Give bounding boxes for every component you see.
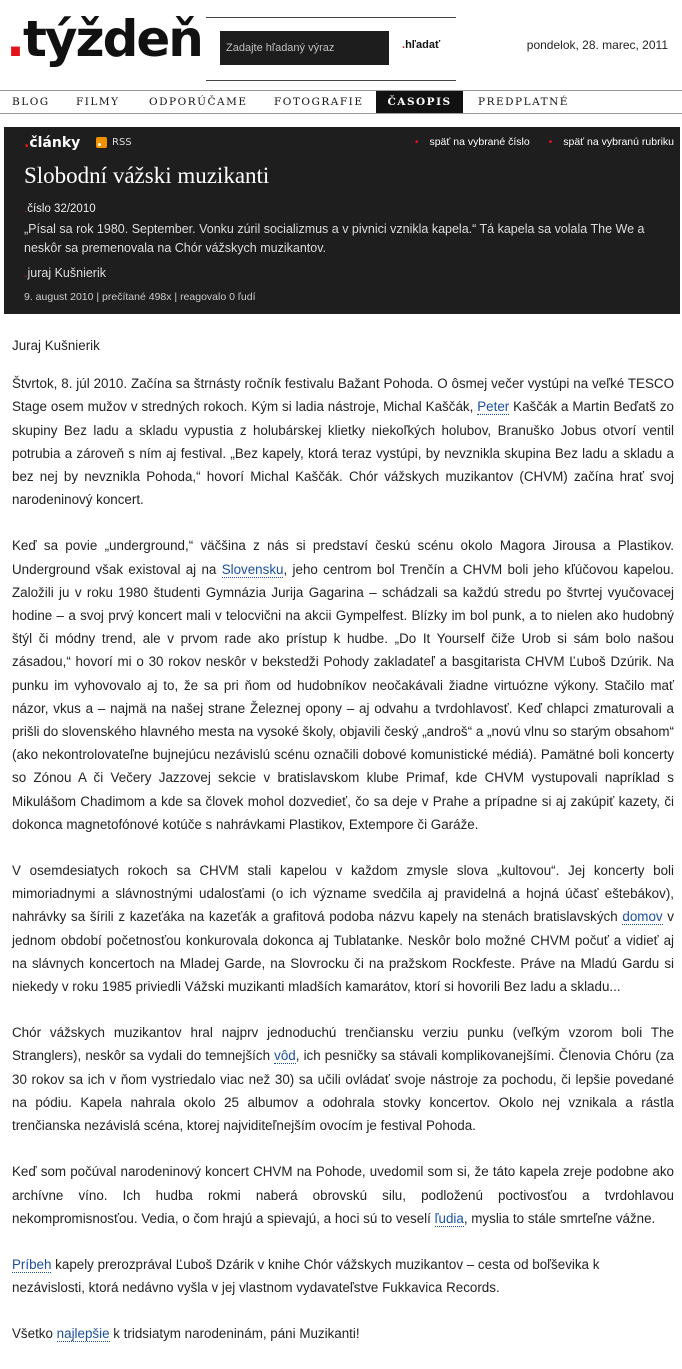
back-to-issue-link[interactable] bbox=[407, 136, 530, 148]
rss-label: RSS bbox=[112, 137, 132, 148]
paragraph-text: Štvrtok, 8. júl 2010. Začína sa štrnásty ročník festivalu Bažant Pohoda. O ôsmej večer vystúpi na veľké TESCO Stage osem mužov v stredných rokoch. Kým si ladia nástroje, Michal Kaščák, bbox=[12, 376, 674, 415]
article-title: Slobodní vážski muzikanti bbox=[24, 163, 270, 188]
paragraph bbox=[12, 372, 674, 511]
paragraph-text: , jeho centrom bol Trenčín a CHVM boli jeho kľúčovou kapelou. Založili ju v roku 1980 študenti Gymnázia Jurija Gagarina – schádzali sa každú stredu po štvrtej vyučovacej hodine – a svoj prvý koncert mali v telocvični na akcii Gympelfest. Blízky im bol punk, a to nielen ako hudobný štýl či módny trend, ale v prvom rade ako prístup k hudbe. „Do It Yourself čiže Urob si sám bolo našou zásadou,“ hovorí mi o 30 rokov neskôr v bekstedži Pohody zakladateľ a basgitarista CHVM Ľuboš Dzúrik. Na punku im vyhovovalo aj to, že sa pri ňom od hudobníkov neočakávali žiadne virtuózne výkony. Stačilo mať názor, vkus a – najmä na našej strane Železnej opony – aj odvahu a tvrdohlavosť. Keď chlapci zmaturovali a prišli do slovenského hlavného mesta na vysoké školy, objavili český „androš“ a „novú vlnu so starým obsahom“ (ako nekontrolovateľne bujnejúcu nezávislú scénu označili dobové komunistické médiá). Pamätné boli koncerty so Zónou A či Večery Jazzovej sekcie v bratislavskom klube Primaf, kde CHVM vystupovali napríklad s Mikulášom Chadimom a kde sa človek mohol dozvedieť, čo sa deje v Prahe a prípadne si aj zakúpiť kazety, či dokonca magnetofónové kotúče s nahrávkami Plastikov, Extempore či Garáže. bbox=[12, 561, 674, 832]
site-header bbox=[0, 0, 682, 90]
main-nav bbox=[0, 90, 682, 114]
article-meta: 9. august 2010 | prečítané 498x | reagovalo 0 ľudí bbox=[24, 291, 256, 303]
author-dot: . bbox=[24, 266, 28, 280]
current-date: pondelok, 28. marec, 2011 bbox=[526, 38, 668, 52]
search-button-dot: . bbox=[402, 39, 406, 51]
paragraph bbox=[12, 859, 674, 998]
paragraph-text: kapely prerozprával Ľuboš Dzárik v knihe Chór vážskych muzikantov – cesta od boľševika k nezávislosti, ktorá nedávno vyšla v jej vlastnom vydavateľstve Fukkavica Records. bbox=[12, 1256, 600, 1296]
inline-link[interactable]: domov bbox=[622, 909, 663, 925]
paragraph bbox=[12, 1253, 674, 1299]
inline-link[interactable]: najlepšie bbox=[56, 1326, 110, 1342]
section-name: články bbox=[29, 135, 81, 151]
rss-link[interactable] bbox=[96, 137, 132, 148]
issue-label: číslo 32/2010 bbox=[27, 203, 96, 215]
bullet-icon: • bbox=[548, 136, 553, 148]
issue-link[interactable] bbox=[24, 203, 96, 215]
body-byline: Juraj Kušnierik bbox=[12, 338, 100, 353]
logo-text: týždeň bbox=[23, 10, 202, 68]
article-body bbox=[12, 334, 674, 1369]
back-to-rubric-label: späť na vybranú rubriku bbox=[563, 136, 674, 148]
inline-link[interactable]: Príbeh bbox=[12, 1256, 52, 1272]
nav-item-blog[interactable]: BLOG bbox=[12, 96, 50, 108]
rss-icon bbox=[96, 137, 107, 148]
paragraph bbox=[12, 1021, 674, 1137]
inline-link[interactable]: ľudia bbox=[434, 1210, 464, 1226]
paragraph bbox=[12, 1160, 674, 1230]
article-perex: „Písal sa rok 1980. September. Vonku zúril socializmus a v pivnici vznikla kapela.“ Tá kapela sa volala The We a neskôr sa premenovala na Chór vážskych muzikantov. bbox=[24, 222, 645, 255]
nav-item-odporucame[interactable]: ODPORÚČAME bbox=[149, 96, 248, 108]
paragraph-text: Všetko bbox=[12, 1326, 57, 1342]
section-dot: . bbox=[24, 135, 30, 151]
inline-link[interactable]: Peter bbox=[477, 399, 510, 415]
search-button-label: hľadať bbox=[405, 39, 441, 51]
inline-link[interactable]: Slovensku bbox=[221, 561, 284, 577]
paragraph-text: Keď sa povie „underground,“ väčšina z nás si predstaví českú scénu okolo Magora Jirousa a Plastikov. Underground však existoval aj na bbox=[12, 538, 674, 577]
section-label[interactable] bbox=[24, 135, 80, 151]
paragraph-text: k tridsiatym narodeninám, páni Muzikanti! bbox=[109, 1326, 360, 1342]
search-button[interactable] bbox=[402, 39, 440, 51]
inline-link[interactable]: vôd bbox=[274, 1048, 296, 1064]
site-logo[interactable] bbox=[6, 10, 202, 68]
paragraph-text: V osemdesiatych rokoch sa CHVM stali kapelou v každom zmysle slova „kultovou“. Jej koncerty boli mimoriadnymi a slávnostnými udalosťami (o ich význame svedčila aj pravidelná a hojná účasť eštebákov), nahrávky sa šírili z kazeťáka na kazeťák a grafitová podoba názvu kapely na stenách bratislavských bbox=[12, 863, 674, 925]
paragraph bbox=[12, 1322, 674, 1345]
paragraph-text: Keď som počúval narodeninový koncert CHVM na Pohode, uvedomil som si, že táto kapela zreje podobne ako archívne víno. Ich hudba rokmi naberá obrovskú silu, podloženú poctivosťou a tvrdohlavou nekompromisnosťou. Vedia, o čom hrajú a spievajú, a hoci sú to veselí bbox=[12, 1164, 674, 1226]
paragraph-text: Chór vážskych muzikantov hral najprv jednoduchú trenčiansku verziu punku (veľkým vzorom boli The Stranglers), neskôr sa vydali do temnejších bbox=[12, 1025, 674, 1064]
back-links bbox=[399, 136, 674, 148]
logo-dot: . bbox=[6, 10, 23, 68]
issue-dot: . bbox=[24, 203, 28, 215]
paragraph-text: , myslia to stále smrteľne vážne. bbox=[463, 1210, 656, 1226]
bullet-icon: • bbox=[414, 136, 419, 148]
author-name: juraj Kušnierik bbox=[27, 266, 106, 280]
paragraph-text: Kaščák a Martin Beďatš zo skupiny Bez ladu a skladu vypustia z holubárskej klietky niekoľkých holubov, Branuško Jobus otvorí ventil potrubia a zároveň s ním aj festival. „Bez kapely, ktorá teraz vystúpi, by nevznikla skupina Bez ladu a skladu a bez nej by nevznikla Pohoda,“ hovorí Michal Kaščák. Chór vážskych muzikantov (CHVM) začína hrať svoj narodeninový koncert. bbox=[12, 399, 674, 508]
nav-item-fotografie[interactable]: FOTOGRAFIE bbox=[274, 96, 364, 108]
paragraph bbox=[12, 534, 674, 836]
search-area bbox=[206, 17, 456, 81]
paragraph-text: , ich pesničky sa stávali komplikovanejšími. Členovia Chóru (za 30 rokov sa ich v ňom vystriedalo viac než 30) sa učili ovládať svoje nástroje za pochodu, či lepšie povedané na pódiu. Kapela nahrala okolo 25 albumov a odohrala stovky koncertov. Okolo nej vznikala a rástla trenčianska nezávislá scéna, ktorej najviditeľnejším ovocím je festival Pohoda. bbox=[12, 1048, 675, 1134]
back-to-issue-label: späť na vybrané číslo bbox=[429, 136, 530, 148]
article-header bbox=[4, 127, 680, 314]
nav-item-casopis[interactable]: ČASOPIS bbox=[376, 91, 463, 113]
author-link[interactable] bbox=[24, 266, 106, 280]
search-input[interactable] bbox=[220, 31, 389, 65]
nav-item-filmy[interactable]: FILMY bbox=[76, 96, 120, 108]
paragraph-text: v jednom období početnosťou konkurovala dokonca aj Tublatanke. Neskôr bolo možné CHVM počuť a vidieť aj na slávnych koncertoch na Mladej Garde, na Slovrocku či na pražskom Rockfeste. Práve na Mladú Gardu si niekedy v roku 1985 priviedli Vážski muzikanti mladších kamarátov, ktorí si hovorili Bez ladu a skladu... bbox=[12, 909, 674, 995]
nav-item-predplatne[interactable]: PREDPLATNÉ bbox=[478, 96, 569, 108]
back-to-rubric-link[interactable] bbox=[541, 136, 674, 148]
